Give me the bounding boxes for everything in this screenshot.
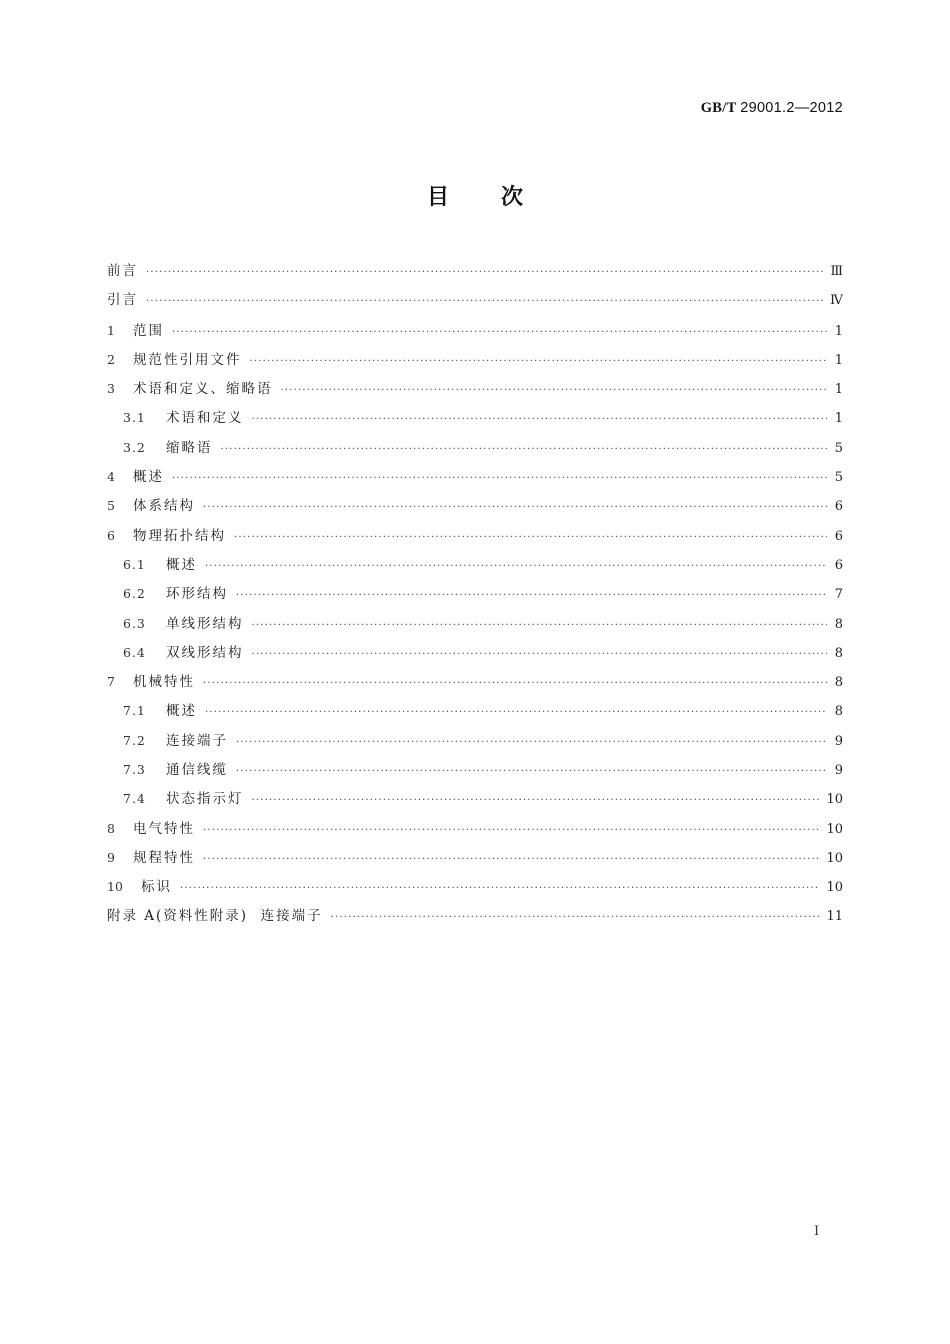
toc-leader-dots (236, 757, 827, 786)
toc-entry-page: 10 (826, 792, 843, 808)
toc-entry-number: 6.2 (123, 586, 146, 602)
toc-entry-number: 7 (107, 674, 115, 690)
toc-entry-page: 8 (834, 645, 843, 661)
toc-entry-page: 10 (826, 880, 843, 896)
toc-leader-dots (281, 376, 828, 405)
toc-entry-5[interactable] (107, 491, 843, 520)
toc-entry-number: 3.1 (123, 410, 146, 426)
toc-entry-label: 单线形结构 (166, 615, 244, 632)
toc-entry-number: 4 (107, 469, 115, 485)
toc-entry-page: Ⅳ (830, 293, 843, 309)
toc-entry-9[interactable] (107, 843, 843, 872)
toc-entry-label: 机械特性 (133, 674, 195, 691)
toc-entry-label: 前言 (107, 263, 138, 279)
page-number: Ⅰ (814, 1224, 820, 1239)
toc-leader-dots (252, 786, 821, 815)
toc-entry-page: Ⅲ (830, 264, 843, 279)
toc-entry-10[interactable] (107, 872, 843, 901)
toc-entry-number: 6 (107, 527, 115, 543)
toc-leader-dots (180, 874, 820, 903)
toc-entry-label: 附录 A(资料性附录) 连接端子 (107, 907, 323, 924)
toc-entry-3[interactable] (107, 374, 843, 403)
toc-leader-dots (250, 347, 828, 376)
toc-entry-page: 6 (834, 557, 843, 573)
toc-leader-dots (146, 258, 824, 287)
toc-leader-dots (221, 435, 828, 464)
toc-entry-number: 8 (107, 820, 115, 836)
toc-entry-page: 6 (834, 528, 843, 544)
toc-leader-dots (203, 845, 820, 874)
toc-entry-1[interactable] (107, 316, 843, 345)
toc-entry-3-1[interactable] (107, 403, 843, 432)
toc-entry-page: 11 (826, 908, 843, 924)
toc-leader-dots (236, 728, 827, 757)
toc-entry-foreword[interactable] (107, 257, 843, 286)
toc-entry-label: 电气特性 (133, 820, 195, 837)
toc-leader-dots (331, 903, 821, 932)
toc-entry-introduction[interactable] (107, 286, 843, 315)
toc-entry-label: 标识 (141, 879, 172, 896)
toc-entry-3-2[interactable] (107, 433, 843, 462)
toc-entry-page: 7 (834, 587, 843, 603)
toc-entry-label: 连接端子 (166, 732, 228, 749)
toc-entry-page: 1 (834, 352, 843, 368)
toc-entry-page: 5 (834, 440, 843, 456)
toc-leader-dots (236, 581, 827, 610)
toc-leader-dots (205, 552, 827, 581)
table-of-contents (107, 257, 843, 931)
toc-leader-dots (252, 640, 828, 669)
toc-leader-dots (172, 318, 827, 347)
toc-entry-number: 7.2 (123, 732, 146, 748)
toc-entry-page: 8 (834, 704, 843, 720)
toc-entry-7-2[interactable] (107, 726, 843, 755)
toc-entry-number: 6.4 (123, 644, 146, 660)
toc-entry-page: 9 (834, 733, 843, 749)
toc-entry-page: 1 (834, 411, 843, 427)
toc-entry-6-2[interactable] (107, 579, 843, 608)
toc-leader-dots (146, 287, 824, 316)
toc-entry-4[interactable] (107, 462, 843, 491)
toc-entry-8[interactable] (107, 814, 843, 843)
toc-entry-appendix-a[interactable] (107, 902, 843, 931)
toc-entry-label: 通信线缆 (166, 762, 228, 779)
toc-entry-page: 8 (834, 616, 843, 632)
toc-entry-label: 范围 (133, 322, 164, 339)
toc-leader-dots (203, 669, 827, 698)
toc-entry-label: 概述 (166, 556, 197, 573)
toc-entry-page: 10 (826, 850, 843, 866)
toc-entry-label: 缩略语 (166, 439, 213, 456)
toc-entry-label: 规范性引用文件 (133, 351, 242, 368)
toc-entry-number: 7.3 (123, 762, 146, 778)
toc-entry-page: 8 (834, 675, 843, 691)
toc-leader-dots (205, 698, 827, 727)
toc-leader-dots (252, 611, 828, 640)
toc-leader-dots (203, 493, 827, 522)
toc-entry-label: 术语和定义、缩略语 (133, 381, 273, 398)
toc-entry-number: 1 (107, 322, 115, 338)
document-number: 29001.2—2012 (740, 100, 843, 116)
toc-entry-7-3[interactable] (107, 755, 843, 784)
toc-entry-page: 1 (834, 382, 843, 398)
toc-entry-label: 术语和定义 (166, 410, 244, 427)
toc-entry-number: 5 (107, 498, 115, 514)
toc-entry-label: 物理拓扑结构 (133, 527, 226, 544)
toc-leader-dots (234, 523, 827, 552)
toc-entry-number: 7.1 (123, 703, 146, 719)
toc-entry-6-1[interactable] (107, 550, 843, 579)
toc-entry-page: 1 (834, 323, 843, 339)
toc-entry-number: 3.2 (123, 439, 146, 455)
toc-entry-number: 7.4 (123, 791, 146, 807)
toc-entry-label: 规程特性 (133, 849, 195, 866)
toc-leader-dots (203, 816, 820, 845)
toc-entry-label: 引言 (107, 292, 138, 309)
toc-entry-label: 概述 (166, 703, 197, 720)
toc-entry-6-4[interactable] (107, 638, 843, 667)
toc-entry-7-4[interactable] (107, 784, 843, 813)
toc-entry-6-3[interactable] (107, 609, 843, 638)
toc-entry-number: 6.3 (123, 615, 146, 631)
document-prefix: GB/T (700, 100, 737, 116)
toc-entry-label: 双线形结构 (166, 644, 244, 661)
toc-entry-6[interactable] (107, 521, 843, 550)
toc-entry-2[interactable] (107, 345, 843, 374)
toc-entry-label: 状态指示灯 (166, 791, 244, 808)
toc-entry-page: 9 (834, 763, 843, 779)
toc-entry-page: 10 (826, 821, 843, 837)
toc-leader-dots (252, 405, 828, 434)
toc-entry-number: 2 (107, 351, 115, 367)
toc-leader-dots (172, 464, 827, 493)
toc-entry-7[interactable] (107, 667, 843, 696)
toc-entry-page: 6 (834, 499, 843, 515)
toc-entry-label: 概述 (133, 469, 164, 486)
toc-entry-7-1[interactable] (107, 696, 843, 725)
toc-entry-number: 3 (107, 381, 115, 397)
toc-entry-label: 环形结构 (166, 586, 228, 603)
document-identifier (701, 100, 843, 117)
toc-entry-label: 体系结构 (133, 498, 195, 515)
toc-entry-number: 9 (107, 849, 115, 865)
page-title: 目次 (426, 185, 575, 210)
toc-entry-number: 6.1 (123, 556, 146, 572)
toc-entry-page: 5 (834, 470, 843, 486)
toc-entry-number: 10 (107, 879, 123, 895)
